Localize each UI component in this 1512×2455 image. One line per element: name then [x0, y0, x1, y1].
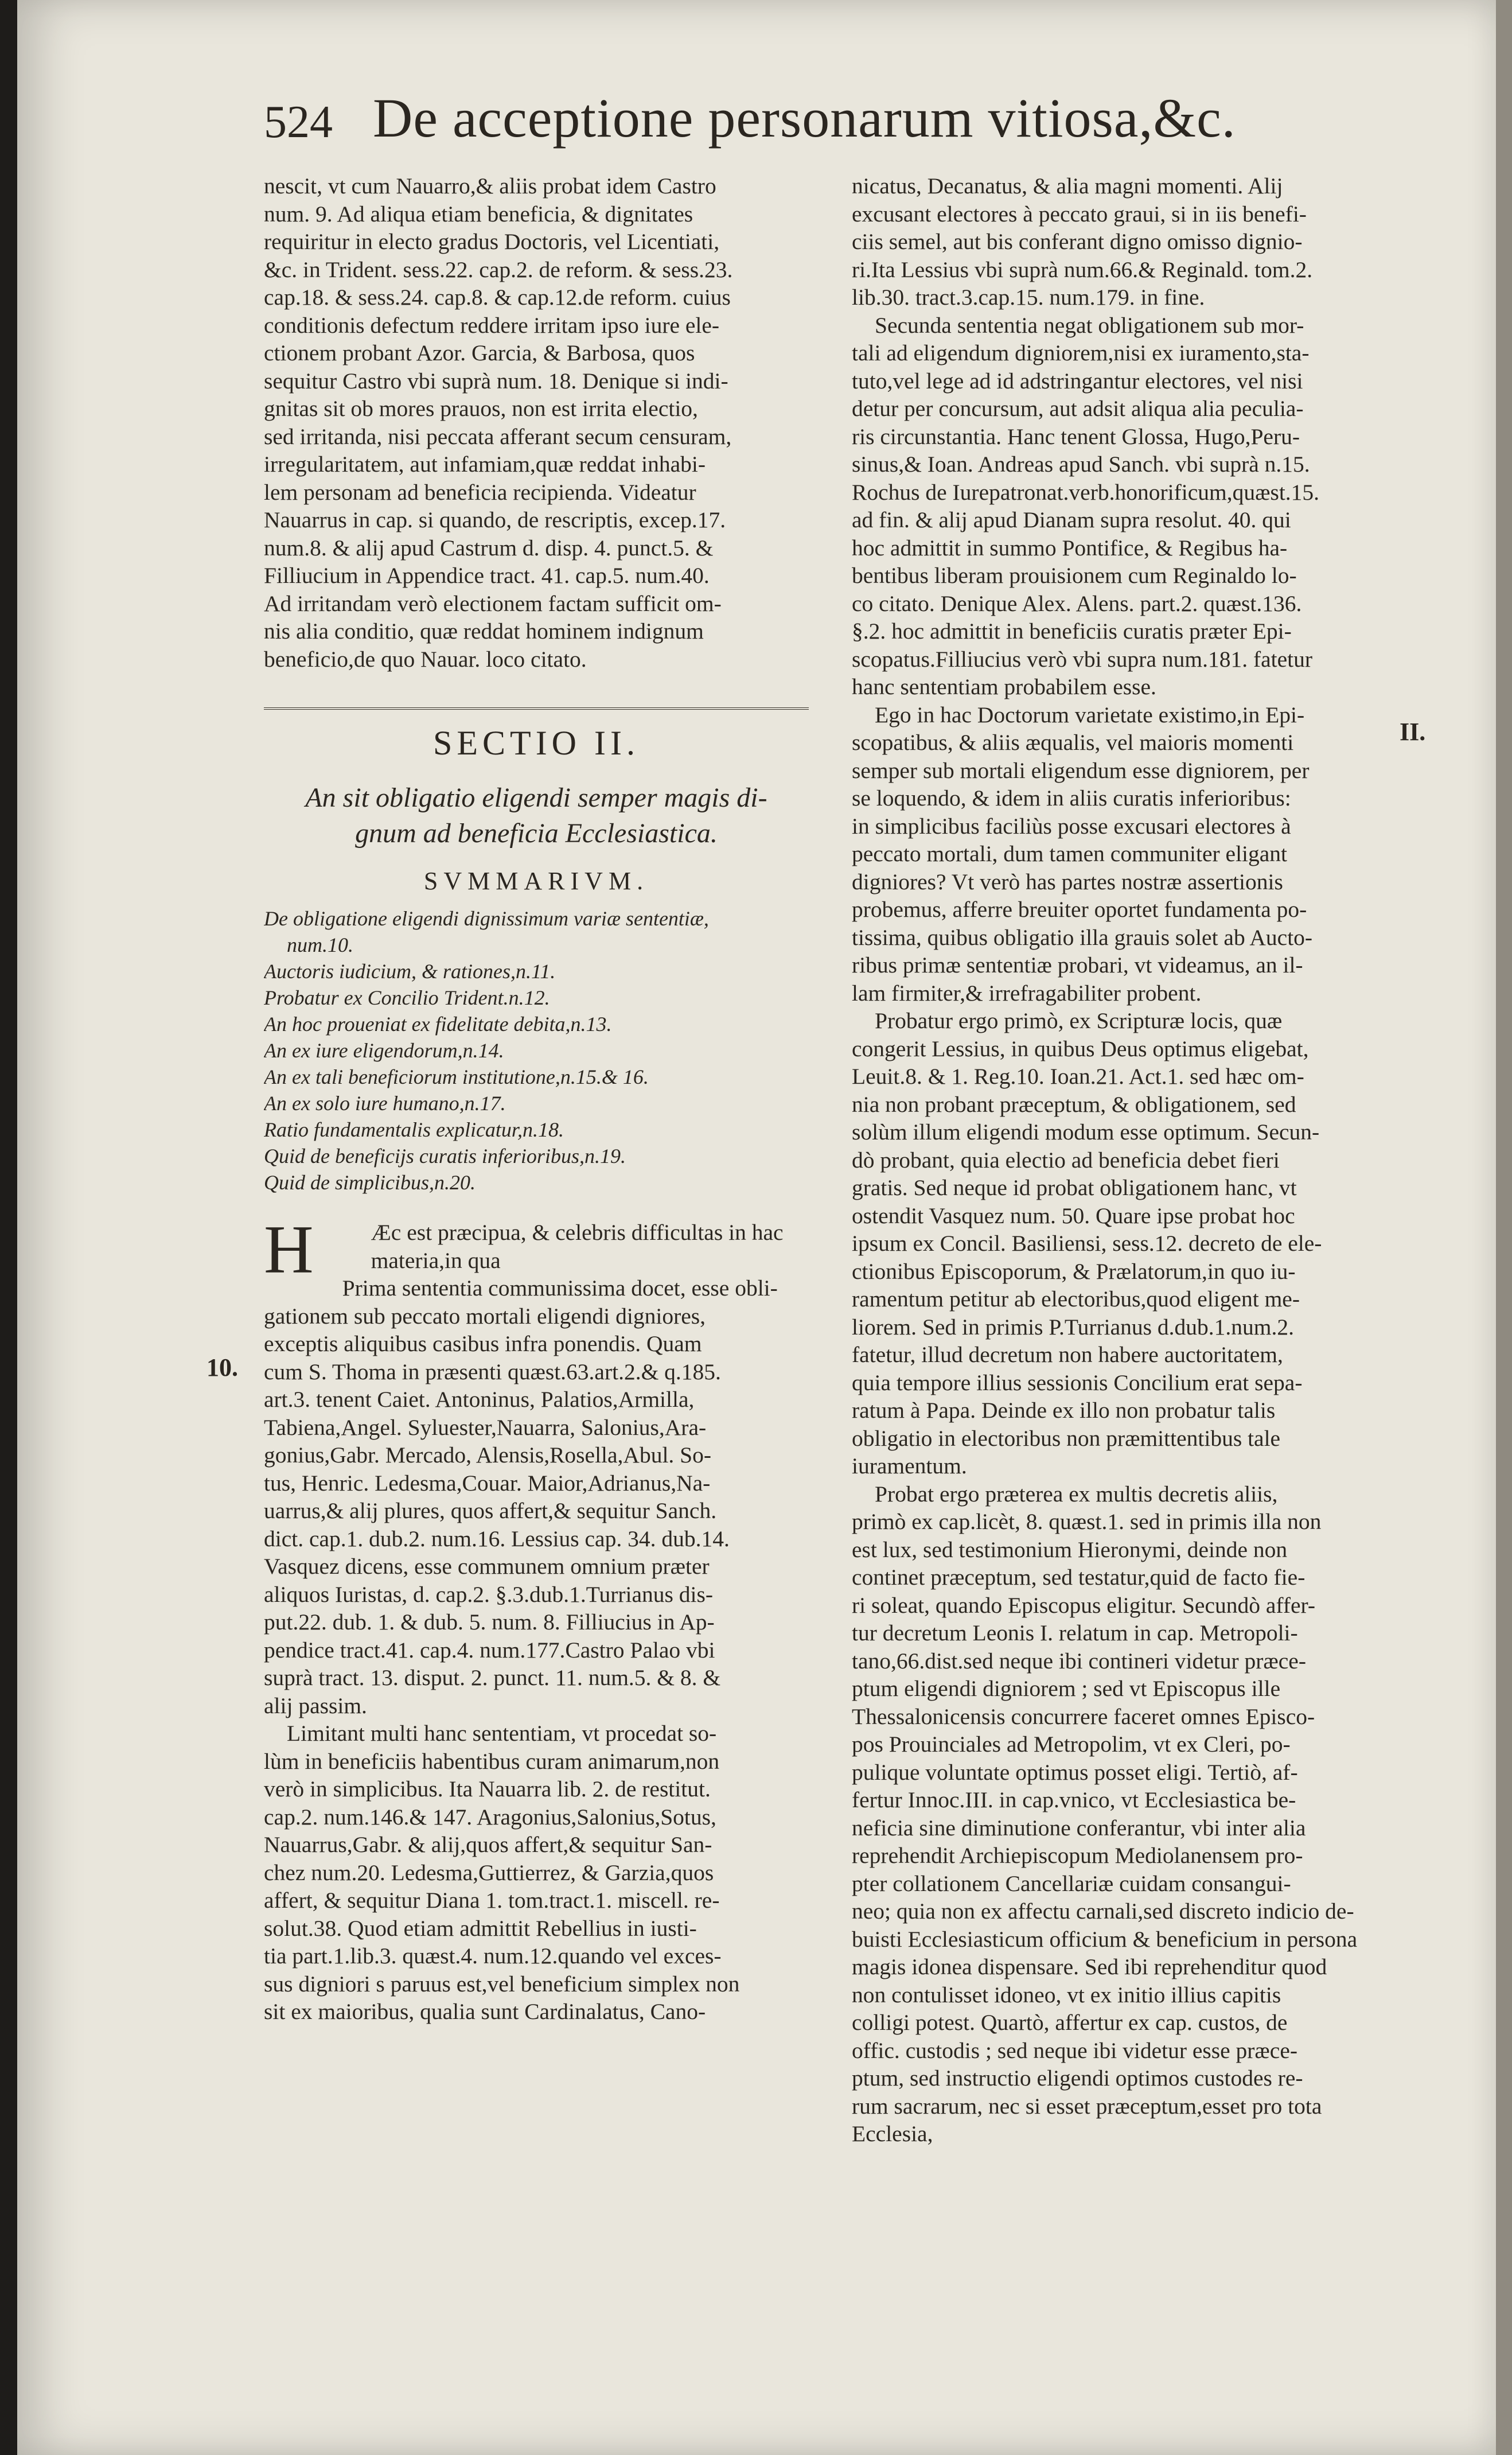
text-line: sit ex maioribus, qualia sunt Cardinalatus, Cano-	[264, 1999, 706, 2024]
text-line: solut.38. Quod etiam admittit Rebellius in iusti-	[264, 1915, 697, 1941]
text-line: tano,66.dist.sed neque ibi contineri videtur præce-	[852, 1648, 1306, 1674]
text-line: Ecclesia,	[852, 2121, 933, 2146]
text-line: neo; quia non ex affectu carnali,sed discreto indicio de-	[852, 1898, 1354, 1924]
text-line: hanc sententiam probabilem esse.	[852, 674, 1156, 699]
running-head	[264, 86, 1388, 155]
text-line: gratis. Sed neque id probat obligationem hanc, vt	[852, 1175, 1297, 1200]
text-line: primò ex cap.licèt, 8. quæst.1. sed in primis illa non	[852, 1509, 1322, 1534]
text-line: detur per concursum, aut adsit aliqua alia peculia-	[852, 396, 1304, 421]
text-line: affert, & sequitur Diana 1. tom.tract.1. miscell. re-	[264, 1888, 720, 1913]
text-line: cap.2. num.146.& 147. Aragonius,Salonius,Sotus,	[264, 1804, 716, 1830]
text-line: sequitur Castro vbi suprà num. 18. Denique si indi-	[264, 368, 728, 394]
text-line: conditionis defectum reddere irritam ipso iure ele-	[264, 312, 720, 338]
text-line: num. 9. Ad aliqua etiam beneficia, & dignitates	[264, 201, 693, 227]
right-column	[852, 172, 1391, 2148]
text-line: irregularitatem, aut infamiam,quæ reddat inhabi-	[264, 452, 706, 477]
text-line: ramentum petitur ab electoribus,quod eligent me-	[852, 1286, 1300, 1312]
text-line: art.3. tenent Caiet. Antoninus, Palatios,Armilla,	[264, 1387, 695, 1412]
text-line: digniores? Vt verò has partes nostræ assertionis	[852, 869, 1283, 894]
continued-paragraph	[264, 172, 809, 673]
section-body	[264, 1211, 809, 2026]
text-line: num.8. & alij apud Castrum d. disp. 4. punct.5. &	[264, 535, 714, 561]
text-line: alij passim.	[264, 1693, 367, 1718]
text-line: scopatus.Filliucius verò vbi supra num.181. fatetur	[852, 646, 1313, 672]
text-line: congerit Lessius, in quibus Deus optimus eligebat,	[852, 1036, 1309, 1061]
text-line: ris circunstantia. Hanc tenent Glossa, Hugo,Peru-	[852, 423, 1300, 449]
text-line: magis idonea dispensare. Sed ibi reprehenditur quod	[852, 1954, 1327, 1979]
text-line: put.22. dub. 1. & dub. 5. num. 8. Filliucius in Ap-	[264, 1609, 715, 1635]
question-line: gnum ad beneficia Ecclesiastica.	[355, 818, 718, 849]
text-line: liorem. Sed in primis P.Turrianus d.dub.1.num.2.	[852, 1314, 1295, 1340]
text-line: Vasquez dicens, esse communem omnium præter	[264, 1554, 710, 1579]
text-line: Thessalonicensis concurrere faceret omnes Episco-	[852, 1703, 1315, 1729]
text-line: tuto,vel lege ad id adstringantur electores, vel nisi	[852, 368, 1303, 394]
text-line: sed irritanda, nisi peccata afferant secum censuram,	[264, 423, 732, 449]
margin-number-left: 10.	[206, 1353, 238, 1382]
text-line: Æc est præcipua, & celebris difficultas in hac	[371, 1220, 784, 1245]
text-line: nescit, vt cum Nauarro,& aliis probat idem Castro	[264, 173, 716, 199]
text-line: fatetur, illud decretum non habere auctoritatem,	[852, 1342, 1283, 1367]
text-line: nis alia conditio, quæ reddat hominem indignum	[264, 618, 704, 644]
text-line: Leuit.8. & 1. Reg.10. Ioan.21. Act.1. sed hæc om-	[852, 1064, 1304, 1089]
text-line: hoc admittit in summo Pontifice, & Regibus ha-	[852, 535, 1288, 561]
text-line: bentibus liberam prouisionem cum Reginaldo lo-	[852, 563, 1297, 588]
text-line: neficia sine diminutione conferantur, vbi inter alia	[852, 1815, 1306, 1841]
text-line: verò in simplicibus. Ita Nauarra lib. 2. de restitut.	[264, 1776, 711, 1802]
text-line: cum S. Thoma in præsenti quæst.63.art.2.& q.185.	[264, 1359, 721, 1384]
summarium-item: An ex tali beneficiorum institutione,n.15.& 16.	[264, 1065, 649, 1088]
text-line: sinus,& Ioan. Andreas apud Sanch. vbi suprà n.15.	[852, 452, 1310, 477]
text-line: tali ad eligendum digniorem,nisi ex iuramento,sta-	[852, 340, 1310, 365]
summarium-item: An hoc proueniat ex fidelitate debita,n.13.	[264, 1013, 612, 1036]
section-question	[264, 780, 809, 851]
text-line: pter collationem Cancellariæ cuidam consangui-	[852, 1870, 1291, 1896]
text-line: &c. in Trident. sess.22. cap.2. de reform. & sess.23.	[264, 256, 733, 282]
text-line: solùm illum eligendi modum esse optimum. Secun-	[852, 1119, 1320, 1145]
text-line: Tabiena,Angel. Syluester,Nauarra, Salonius,Ara-	[264, 1414, 707, 1440]
summarium-item: Quid de beneficijs curatis inferioribus,n.19.	[264, 1145, 626, 1168]
text-line: Rochus de Iurepatronat.verb.honorificum,quæst.15.	[852, 479, 1320, 505]
text-line: ostendit Vasquez num. 50. Quare ipse probat hoc	[852, 1203, 1295, 1228]
text-line: reprehendit Archiepiscopum Mediolanensem pro-	[852, 1843, 1303, 1868]
section-rule	[264, 707, 809, 712]
text-line: materia,in qua	[371, 1247, 501, 1273]
text-line: nia non probant præceptum, & obligationem, sed	[852, 1091, 1296, 1117]
scan-edge-right	[1496, 0, 1512, 2455]
text-line: in simplicibus faciliùs posse excusari electores à	[852, 813, 1291, 839]
summarium-item: An ex solo iure humano,n.17.	[264, 1092, 506, 1115]
summarium-item: Ratio fundamentalis explicatur,n.18.	[264, 1118, 564, 1141]
text-line: §.2. hoc admittit in beneficiis curatis præter Epi-	[852, 618, 1292, 644]
text-line: lib.30. tract.3.cap.15. num.179. in fine.	[852, 285, 1205, 310]
text-line: ri.Ita Lessius vbi suprà num.66.& Reginald. tom.2.	[852, 256, 1313, 282]
text-line: tus, Henric. Ledesma,Couar. Maior,Adrianus,Na-	[264, 1470, 711, 1496]
margin-number-right: II.	[1400, 718, 1426, 746]
text-line: continet præceptum, sed testatur,quid de facto fie-	[852, 1565, 1306, 1590]
summarium-heading: SVMMARIVM.	[423, 866, 649, 895]
text-line: gationem sub peccato mortali eligendi digniores,	[264, 1303, 706, 1329]
text-line: sus digniori s paruus est,vel beneficium simplex non	[264, 1971, 740, 1997]
drop-cap: H	[264, 1211, 314, 1287]
page-number: 524	[264, 97, 333, 147]
text-line: ciis semel, aut bis conferant digno omisso dignio-	[852, 229, 1303, 254]
text-line: pulique voluntate optimus posset eligi. Tertiò, af-	[852, 1759, 1298, 1785]
text-line: tissima, quibus obligatio illa grauis solet ab Aucto-	[852, 924, 1313, 950]
text-line: fertur Innoc.III. in cap.vnico, vt Ecclesiastica be-	[852, 1787, 1296, 1812]
text-line: tur decretum Leonis I. relatum in cap. Metropoli-	[852, 1620, 1298, 1645]
text-line: non contulisset idoneo, vt ex initio illius capitis	[852, 1982, 1281, 2007]
text-line: lam firmiter,& irrefragabiliter probent.	[852, 980, 1202, 1006]
text-line: Nauarrus,Gabr. & alij,quos affert,& sequitur San-	[264, 1832, 712, 1857]
text-line: requiritur in electo gradus Doctoris, vel Licentiati,	[264, 229, 720, 254]
text-line: ctionem probant Azor. Garcia, & Barbosa, quos	[264, 340, 695, 365]
text-line: colligi potest. Quartò, affertur ex cap. custos, de	[852, 2010, 1288, 2035]
text-line: dict. cap.1. dub.2. num.16. Lessius cap. 34. dub.14.	[264, 1526, 730, 1551]
text-line: Nauarrus in cap. si quando, de rescriptis, excep.17.	[264, 507, 726, 532]
text-line: nicatus, Decanatus, & alia magni momenti. Alij	[852, 173, 1283, 199]
summarium-item: An ex iure eligendorum,n.14.	[264, 1039, 504, 1062]
text-line: ptum eligendi digniorem ; sed vt Episcopus ille	[852, 1676, 1281, 1701]
text-line: aliquos Iuristas, d. cap.2. §.3.dub.1.Turrianus dis-	[264, 1581, 713, 1607]
question-line: An sit obligatio eligendi semper magis di-	[305, 782, 767, 813]
page-title: De acceptione personarum vitiosa,&c.	[373, 87, 1236, 149]
text-line: Ad irritandam verò electionem factam sufficit om-	[264, 590, 722, 616]
text-line: ctionibus Episcoporum, & Prælatorum,in quo iu-	[852, 1258, 1296, 1284]
text-line: chez num.20. Ledesma,Guttierrez, & Garzia,quos	[264, 1859, 714, 1885]
text-line: ribus primæ sententiæ probari, vt videamus, an il-	[852, 952, 1303, 978]
text-line: gonius,Gabr. Mercado, Alensis,Rosella,Abul. So-	[264, 1442, 712, 1468]
summarium-item: De obligatione eligendi dignissimum variæ sententiæ,	[264, 907, 709, 930]
text-line: ratum à Papa. Deinde ex illo non probatur talis	[852, 1398, 1276, 1423]
text-line: ad fin. & alij apud Dianam supra resolut. 40. qui	[852, 507, 1291, 532]
text-line: se loquendo, & idem in aliis curatis inferioribus:	[852, 785, 1291, 811]
text-line: offic. custodis ; sed neque ibi videtur esse præce-	[852, 2037, 1298, 2063]
text-line: suprà tract. 13. disput. 2. punct. 11. num.5. & 8. &	[264, 1665, 721, 1690]
text-line: obligatio in electoribus non præmittentibus tale	[852, 1425, 1281, 1451]
section-title: SECTIO II.	[433, 724, 640, 762]
text-line: probemus, afferre breuiter oportet fundamenta po-	[852, 897, 1307, 922]
summarium-list	[264, 905, 809, 1196]
text-line: lem personam ad beneficia recipienda. Videatur	[264, 479, 696, 505]
text-line: ptum, sed instructio eligendi optimos custodes re-	[852, 2065, 1303, 2091]
text-line: scopatibus, & aliis æqualis, vel maioris momenti	[852, 730, 1294, 755]
text-line: Limitant multi hanc sententiam, vt procedat so-	[287, 1721, 717, 1746]
text-line: gnitas sit ob mores prauos, non est irrita electio,	[264, 396, 698, 421]
text-line: tia part.1.lib.3. quæst.4. num.12.quando vel exces-	[264, 1943, 722, 1968]
text-line: iuramentum.	[852, 1453, 967, 1479]
summarium-item: Probatur ex Concilio Trident.n.12.	[264, 986, 550, 1009]
text-line: Probatur ergo primò, ex Scripturæ locis, quæ	[875, 1008, 1283, 1033]
text-line: excusant electores à peccato graui, si in iis benefi-	[852, 201, 1307, 227]
text-line: dò probant, quia electio ad beneficia debet fieri	[852, 1147, 1280, 1173]
text-line: Prima sententia communissima docet, esse obli-	[342, 1275, 778, 1301]
text-line: co citato. Denique Alex. Alens. part.2. quæst.136.	[852, 590, 1302, 616]
text-line: Probat ergo præterea ex multis decretis aliis,	[875, 1481, 1278, 1507]
summarium-item: Quid de simplicibus,n.20.	[264, 1171, 476, 1194]
scan-edge-left	[0, 0, 17, 2455]
text-line: rum sacrarum, nec si esset præceptum,esset pro tota	[852, 2093, 1322, 2119]
text-line: beneficio,de quo Nauar. loco citato.	[264, 646, 587, 672]
text-line: buisti Ecclesiasticum officium & beneficium in persona	[852, 1926, 1358, 1952]
summarium-item: Auctoris iudicium, & rationes,n.11.	[264, 960, 556, 983]
text-line: quia tempore illius sessionis Concilium erat sepa-	[852, 1369, 1303, 1395]
text-line: lùm in beneficiis habentibus curam animarum,non	[264, 1748, 720, 1774]
text-line: semper sub mortali eligendum esse digniorem, per	[852, 757, 1310, 783]
text-line: est lux, sed testimonium Hieronymi, deinde non	[852, 1536, 1288, 1562]
text-line: pos Prouinciales ad Metropolim, vt ex Cleri, po-	[852, 1732, 1291, 1757]
summarium-item: num.10.	[287, 933, 353, 956]
text-line: cap.18. & sess.24. cap.8. & cap.12.de reform. cuius	[264, 285, 731, 310]
text-line: ri soleat, quando Episcopus eligitur. Secundò affer-	[852, 1592, 1316, 1618]
text-line: peccato mortali, dum tamen communiter eligant	[852, 841, 1288, 866]
text-line: pendice tract.41. cap.4. num.177.Castro Palao vbi	[264, 1637, 715, 1663]
text-line: uarrus,& alij plures, quos affert,& sequitur Sanch.	[264, 1498, 717, 1523]
text-line: exceptis aliquibus casibus infra ponendis. Quam	[264, 1331, 702, 1356]
text-line: Ego in hac Doctorum varietate existimo,in Epi-	[875, 702, 1305, 727]
text-line: Secunda sententia negat obligationem sub mor-	[875, 312, 1304, 338]
text-line: ipsum ex Concil. Basiliensi, sess.12. decreto de ele-	[852, 1231, 1322, 1256]
text-line: Filliucium in Appendice tract. 41. cap.5. num.40.	[264, 563, 710, 588]
left-column	[264, 172, 809, 2026]
